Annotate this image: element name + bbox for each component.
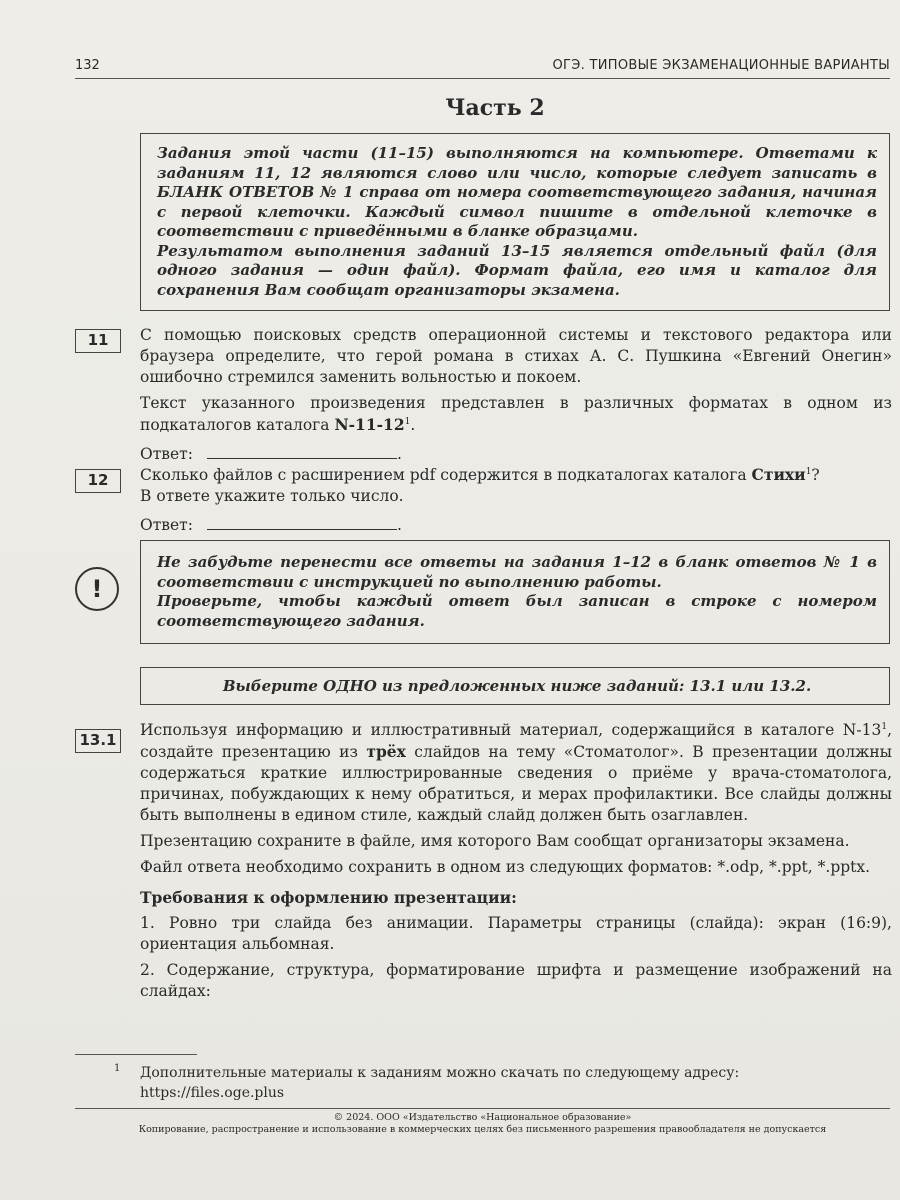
task-12: [140, 464, 892, 541]
punct: .: [396, 516, 402, 534]
copyright: [75, 1112, 890, 1136]
exclamation-icon: !: [75, 567, 119, 611]
copyright-line-2: Копирование, распространение и использование в коммерческих целях без письменного разрешения правообладателя не допускается: [138, 1124, 827, 1135]
part-title: Часть 2: [445, 95, 545, 121]
footnote-line-1: Дополнительные материалы к заданиям можно скачать по следующему адресу:: [140, 1065, 740, 1081]
punct: .: [410, 416, 416, 434]
task-11-note: [140, 393, 892, 436]
instructions-box: [140, 133, 890, 311]
task-12-hint: В ответе укажите только число.: [140, 487, 404, 505]
task-13-1-format-note: Файл ответа необходимо сохранить в одном из следующих форматов: *.odp, *.ppt, *.pptx.: [140, 858, 871, 876]
instructions-paragraph-1: Задания этой части (11–15) выполняются на компьютере. Ответами к заданиям 11, 12 являются слово или число, которые следует записать в БЛАНК ОТВЕТОВ № 1 справа от номера соответствующего задания, начиная с первой клеточки. Каждый символ пишите в отдельной клеточке в соответствии с приведёнными в бланке образцами.: [157, 144, 877, 240]
task-13-1-text-c: слайдов на тему «Стоматолог». В презентации должны содержаться краткие иллюстрированные сведения о приёме у врача-стоматолога, причинах, побуждающих к нему обратиться, и мерах профилактики. Все слайды должны быть выполнены в едином стиле, каждый слайд должен быть озаглавлен.: [140, 743, 892, 824]
reminder-paragraph-1: Не забудьте перенести все ответы на задания 1–12 в бланк ответов № 1 в соответствии с инструкцией по выполнению работы.: [157, 553, 877, 591]
footnote-mark: 1: [114, 1063, 121, 1074]
reminder-box: [140, 540, 890, 644]
footnote-ref: 1: [881, 721, 888, 732]
task-12-question-text: Сколько файлов с расширением pdf содержится в подкаталогах каталога: [140, 466, 752, 484]
answer-line: [207, 515, 397, 530]
task-13-1-text-b: , создайте презентацию из: [140, 721, 892, 761]
task-11-catalog: N-11-12: [334, 415, 405, 434]
task-number-11: 11: [75, 329, 121, 353]
task-11-note-text: Текст указанного произведения представлен в различных форматах в одном из подкаталогов каталога: [140, 394, 892, 434]
task-number-12: 12: [75, 469, 121, 493]
answer-label: Ответ:: [140, 516, 193, 534]
punct: .: [396, 445, 402, 463]
footnote-url: https://files.oge.plus: [140, 1085, 285, 1101]
choice-box: Выберите ОДНО из предложенных ниже заданий: 13.1 или 13.2.: [140, 667, 890, 705]
task-13-1-description: [140, 720, 892, 826]
punct: ?: [811, 466, 820, 484]
requirements-title: Требования к оформлению презентации:: [140, 888, 517, 907]
requirement-1: 1. Ровно три слайда без анимации. Параметры страницы (слайда): экран (16:9), ориентация альбомная.: [140, 914, 892, 953]
task-11-answer: [140, 444, 892, 465]
footnote-ref: 1: [805, 466, 812, 477]
footnote-ref: 1: [404, 416, 411, 427]
instructions-paragraph-2: Результатом выполнения заданий 13–15 является отдельный файл (для одного задания — один файл). Формат файла, его имя и каталог для сохранения Вам сообщат организаторы экзамена.: [157, 241, 877, 299]
running-title: ОГЭ. ТИПОВЫЕ ЭКЗАМЕНАЦИОННЫЕ ВАРИАНТЫ: [552, 58, 890, 73]
reminder-paragraph-2: Проверьте, чтобы каждый ответ был записан в строке с номером соответствующего задания.: [157, 592, 877, 630]
task-13-1-save-note: Презентацию сохраните в файле, имя которого Вам сообщат организаторы экзамена.: [140, 832, 850, 850]
page-number: 132: [75, 58, 100, 73]
task-11-question: С помощью поисковых средств операционной системы и текстового редактора или браузера определите, что герой романа в стихах А. С. Пушкина «Евгений Онегин» ошибочно стремился заменить вольностью и покоем.: [140, 326, 892, 386]
task-12-question: [140, 464, 892, 486]
task-13-1: [140, 720, 892, 1007]
answer-line: [207, 444, 397, 459]
answer-label: Ответ:: [140, 445, 193, 463]
task-13-1-bold-word: трёх: [366, 742, 406, 761]
footnote: [114, 1063, 860, 1103]
task-11: [140, 325, 892, 470]
task-13-1-text-a: Используя информацию и иллюстративный материал, содержащийся в каталоге N-13: [140, 721, 882, 739]
task-number-13-1: 13.1: [75, 729, 121, 753]
page-header: [75, 56, 890, 79]
footnote-divider: [75, 1054, 197, 1055]
requirement-2: 2. Содержание, структура, форматирование шрифта и размещение изображений на слайдах:: [140, 961, 892, 1000]
task-12-answer: [140, 515, 892, 536]
task-12-catalog: Стихи: [751, 465, 806, 484]
copyright-line-1: © 2024. ООО «Издательство «Национальное образование»: [333, 1112, 632, 1123]
bottom-divider: [75, 1108, 890, 1109]
